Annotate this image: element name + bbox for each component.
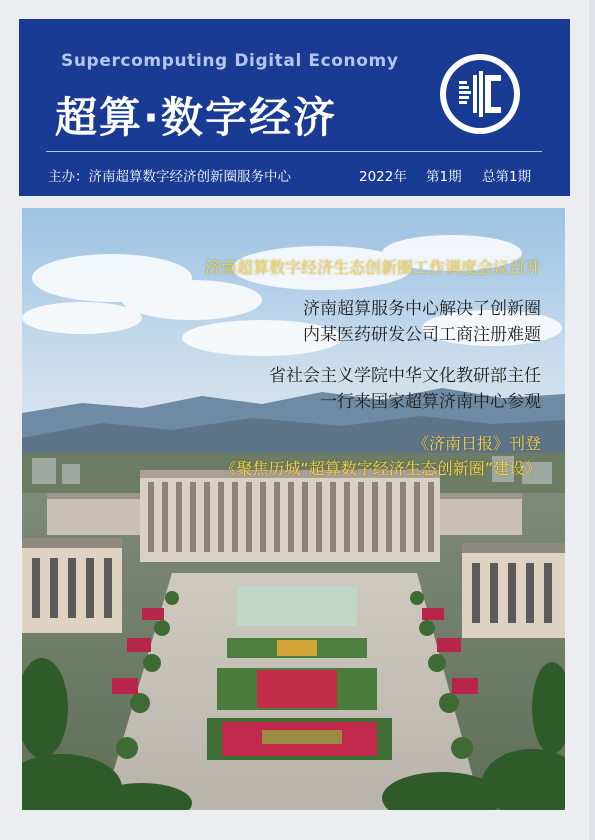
headline-2-line-1: 济南超算服务中心解决了创新圈 [303,299,541,319]
masthead-title: 超算·数字经济 [55,93,337,142]
headline-1: 济南超算数字经济生态创新圈工作调度会议召开 [204,258,541,277]
masthead-divider [46,151,542,152]
issue-year: 2022年 [359,169,407,185]
sponsor-text: 主办：济南超算数字经济创新圈服务中心 [48,169,291,185]
headline-3-line-1: 省社会主义学院中华文化教研部主任 [269,366,541,386]
masthead [19,19,570,196]
headline-3-line-2: 一行来国家超算济南中心参观 [320,392,541,412]
headline-2-line-2: 内某医药研发公司工商注册难题 [303,325,541,345]
cover-headlines [22,208,565,810]
headline-4-line-1: 《济南日报》刊登 [412,434,541,453]
issue-number: 第1期 [426,169,462,185]
page-edge [589,0,595,840]
masthead-subtitle-en: Supercomputing Digital Economy [61,51,399,71]
headline-4-line-2: 《聚焦历城“超算数字经济生态创新圈”建设》 [220,459,541,478]
total-issue-number: 总第1期 [482,169,532,185]
supercomputing-logo-icon [437,51,523,137]
